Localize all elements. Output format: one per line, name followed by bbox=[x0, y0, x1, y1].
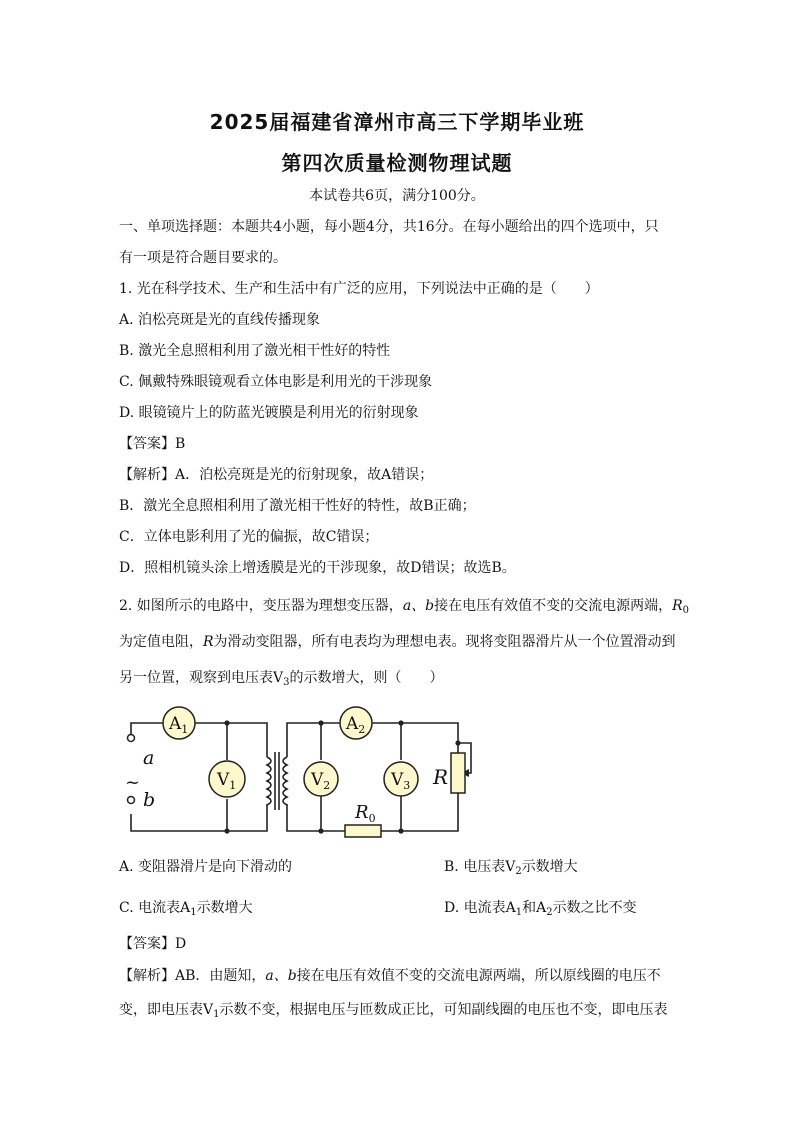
terminal-b bbox=[128, 797, 135, 804]
r0-label: $R_0$ bbox=[355, 802, 376, 825]
a1-label: $A_1$ bbox=[169, 714, 189, 736]
q1-stem: 1. 光在科学技术、生产和生活中有广泛的应用，下列说法中正确的是（ ） bbox=[119, 281, 599, 297]
q1-analysis-line1: 【解析】A．泊松亮斑是光的衍射现象，故A错误； bbox=[119, 467, 434, 483]
q2-answer: 【答案】D bbox=[119, 936, 187, 952]
ac-source-symbol: ~ bbox=[125, 772, 141, 793]
section-intro-line2: 有一项是符合题目要求的。 bbox=[119, 250, 287, 266]
q1-option-b: B. 激光全息照相利用了激光相干性好的特性 bbox=[119, 343, 391, 359]
exam-info: 本试卷共6页，满分100分。 bbox=[309, 188, 485, 204]
q2-analysis-line1: 【解析】AB．由题知，a、b接在电压有效值不变的交流电源两端，所以原线圈的电压不 bbox=[119, 968, 661, 984]
terminal-a bbox=[128, 735, 135, 742]
rheostat-icon bbox=[451, 753, 465, 793]
q1-analysis-line2: B．激光全息照相利用了激光相干性好的特性，故B正确； bbox=[119, 498, 476, 514]
v1-label: $V_1$ bbox=[217, 770, 237, 792]
q1-analysis-line4: D．照相机镜头涂上增透膜是光的干涉现象，故D错误；故选B。 bbox=[119, 560, 516, 576]
v2-label: $V_2$ bbox=[311, 770, 331, 792]
r-label: R bbox=[433, 765, 449, 789]
circuit-diagram bbox=[119, 700, 479, 850]
a2-label: $A_2$ bbox=[346, 714, 366, 736]
q2-option-d: D. 电流表$A_1$和$A_2$示数之比不变 bbox=[444, 900, 637, 918]
q2-option-a: A. 变阻器滑片是向下滑动的 bbox=[119, 859, 293, 875]
q2-option-b: B. 电压表$V_2$示数增大 bbox=[444, 859, 578, 877]
q2-stem-line3: 另一位置，观察到电压表$V_3$的示数增大，则（ ） bbox=[119, 670, 444, 688]
section-intro-line1: 一、单项选择题：本题共4小题，每小题4分，共16分。在每小题给出的四个选项中，只 bbox=[119, 219, 659, 235]
resistor-r0-icon bbox=[345, 825, 381, 837]
q2-option-c: C. 电流表$A_1$示数增大 bbox=[119, 900, 253, 918]
v3-label: $V_3$ bbox=[391, 770, 411, 792]
a-terminal-label: a bbox=[143, 747, 155, 769]
q1-option-c: C. 佩戴特殊眼镜观看立体电影是利用光的干涉现象 bbox=[119, 374, 433, 390]
q1-answer: 【答案】B bbox=[119, 436, 186, 452]
q1-option-d: D. 眼镜镜片上的防蓝光镀膜是利用光的衍射现象 bbox=[119, 405, 419, 421]
q2-stem-line2: 为定值电阻，R为滑动变阻器，所有电表均为理想电表。现将变阻器滑片从一个位置滑动到 bbox=[119, 634, 676, 650]
page-title-line1: 2025届福建省漳州市高三下学期毕业班 bbox=[209, 110, 585, 134]
q2-analysis-line2: 变，即电压表$V_1$示数不变，根据电压与匝数成正比，可知副线圈的电压也不变，即电压表 bbox=[119, 1002, 668, 1020]
q2-stem-line1: 2. 如图所示的电路中，变压器为理想变压器，a、b接在电压有效值不变的交流电源两端，$R_0$ bbox=[119, 598, 690, 616]
q1-option-a: A. 泊松亮斑是光的直线传播现象 bbox=[119, 312, 321, 328]
q1-analysis-line3: C．立体电影利用了光的偏振，故C错误； bbox=[119, 529, 379, 545]
b-terminal-label: b bbox=[143, 789, 156, 811]
page-title-line2: 第四次质量检测物理试题 bbox=[281, 151, 513, 175]
